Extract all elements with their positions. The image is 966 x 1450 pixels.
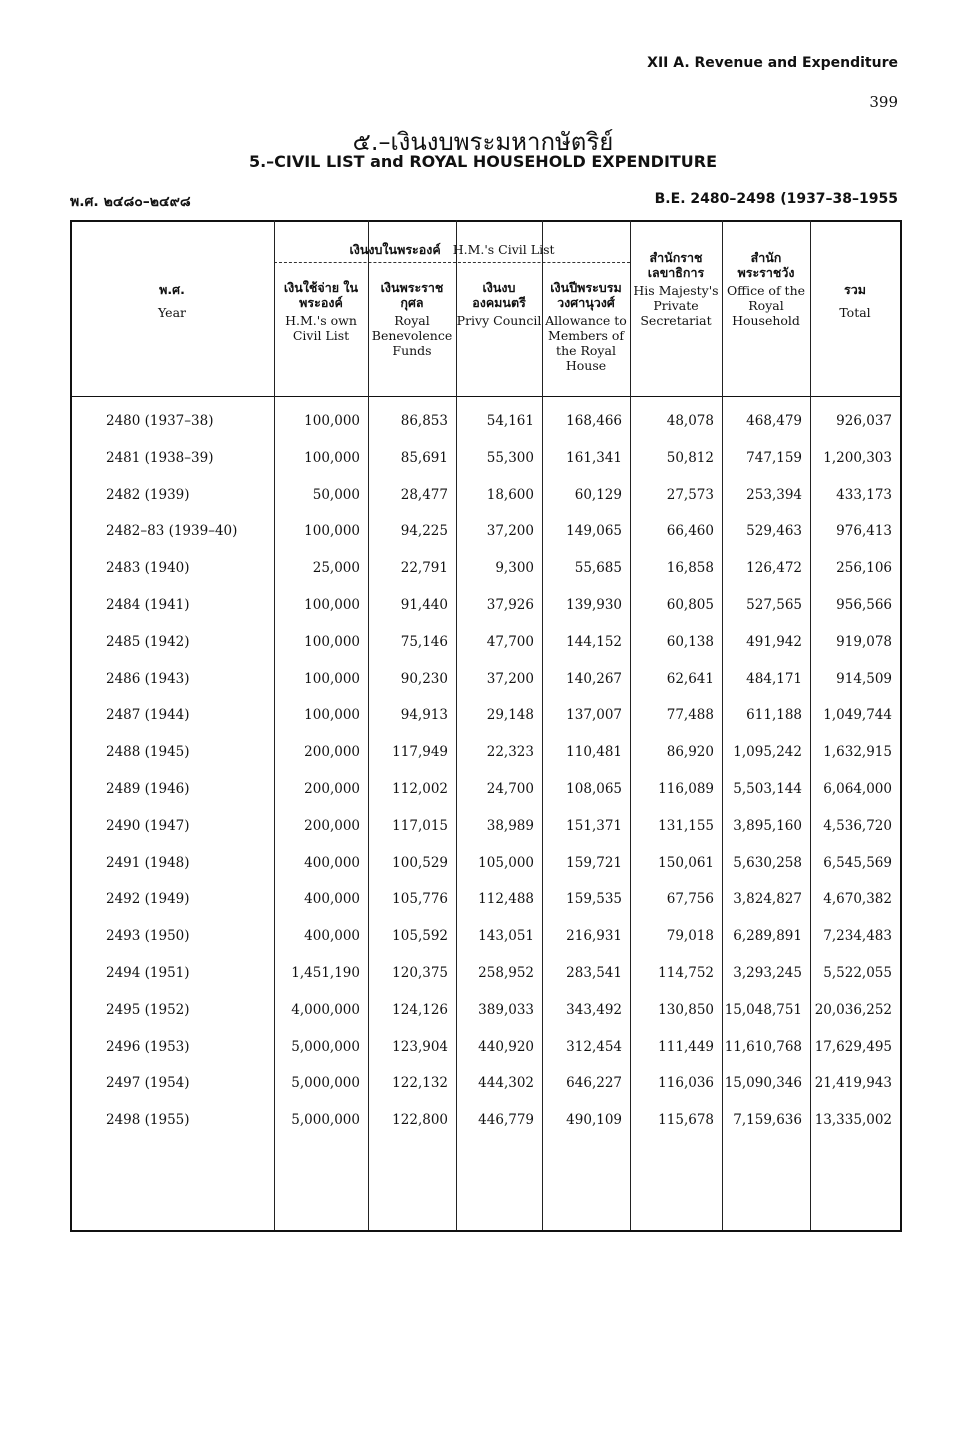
cell-privy: 54,161 <box>486 413 534 429</box>
cell-total: 956,566 <box>836 597 892 613</box>
cell-secretariat: 60,138 <box>666 633 714 650</box>
table-row <box>70 404 902 440</box>
cell-secretariat: 116,036 <box>658 1075 714 1092</box>
cell-own: 100,000 <box>304 707 360 724</box>
cell-total: 4,670,382 <box>823 891 892 908</box>
cell-own: 5,000,000 <box>291 1075 360 1092</box>
cell-secretariat: 67,756 <box>666 891 714 908</box>
cell-benevolence: 122,132 <box>392 1075 448 1092</box>
cell-secretariat: 16,858 <box>666 560 714 577</box>
cell-allowance: 151,371 <box>566 817 622 834</box>
cell-privy: 258,952 <box>478 965 534 981</box>
header-household: สำนัก พระราชวัง Office of the Royal Household <box>726 250 806 328</box>
cell-allowance: 149,065 <box>566 523 622 540</box>
cell-allowance: 168,466 <box>566 413 622 429</box>
cell-benevolence: 105,776 <box>392 891 448 908</box>
cell-household: 3,293,245 <box>733 965 802 981</box>
cell-household: 484,171 <box>746 670 802 687</box>
cell-year: 2486 (1943) <box>106 670 190 687</box>
title-english: 5.–CIVIL LIST and ROYAL HOUSEHOLD EXPENDITURE <box>248 152 718 171</box>
cell-benevolence: 94,225 <box>400 523 448 540</box>
cell-year: 2497 (1954) <box>106 1075 190 1092</box>
cell-allowance: 159,721 <box>566 854 622 871</box>
cell-privy: 24,700 <box>486 781 534 797</box>
cell-year: 2488 (1945) <box>106 744 190 761</box>
cell-secretariat: 115,678 <box>658 1112 714 1129</box>
cell-own: 1,451,190 <box>291 965 360 981</box>
table-bottom-rule <box>70 1230 902 1232</box>
cell-privy: 112,488 <box>478 891 534 908</box>
cell-benevolence: 117,015 <box>392 817 448 834</box>
cell-benevolence: 75,146 <box>400 633 448 650</box>
cell-total: 4,536,720 <box>823 817 892 834</box>
table-row <box>70 551 902 587</box>
cell-allowance: 646,227 <box>566 1075 622 1092</box>
cell-benevolence: 90,230 <box>400 670 448 687</box>
cell-total: 914,509 <box>836 670 892 687</box>
cell-privy: 38,989 <box>486 817 534 834</box>
cell-benevolence: 86,853 <box>400 413 448 429</box>
cell-household: 126,472 <box>746 560 802 577</box>
cell-allowance: 216,931 <box>566 928 622 945</box>
period-thai: พ.ศ. ๒๔๘๐–๒๔๙๘ <box>70 194 191 210</box>
table-row <box>70 993 902 1029</box>
cell-year: 2498 (1955) <box>106 1112 190 1129</box>
cell-secretariat: 50,812 <box>666 449 714 466</box>
cell-total: 13,335,002 <box>814 1112 892 1129</box>
table-row <box>70 919 902 955</box>
cell-allowance: 60,129 <box>574 486 622 503</box>
cell-privy: 18,600 <box>486 486 534 503</box>
cell-year: 2495 (1952) <box>106 1001 190 1018</box>
cell-privy: 446,779 <box>478 1112 534 1129</box>
cell-total: 6,545,569 <box>823 854 892 871</box>
cell-total: 7,234,483 <box>823 928 892 945</box>
table-row <box>70 698 902 734</box>
cell-secretariat: 48,078 <box>666 413 714 429</box>
table-row <box>70 625 902 661</box>
cell-own: 5,000,000 <box>291 1038 360 1055</box>
cell-total: 21,419,943 <box>814 1075 892 1092</box>
table-row <box>70 514 902 550</box>
cell-own: 100,000 <box>304 523 360 540</box>
cell-allowance: 108,065 <box>566 781 622 797</box>
section-heading: XII A. Revenue and Expenditure <box>647 55 898 71</box>
cell-household: 5,630,258 <box>733 854 802 871</box>
cell-total: 1,200,303 <box>823 449 892 466</box>
cell-household: 491,942 <box>746 633 802 650</box>
cell-year: 2490 (1947) <box>106 817 190 834</box>
cell-household: 7,159,636 <box>733 1112 802 1129</box>
cell-own: 50,000 <box>312 486 360 503</box>
cell-own: 200,000 <box>304 744 360 761</box>
cell-privy: 29,148 <box>486 707 534 724</box>
header-total: รวม Total <box>839 282 871 320</box>
group-header-rule <box>274 262 630 263</box>
cell-household: 611,188 <box>746 707 802 724</box>
cell-benevolence: 100,529 <box>392 854 448 871</box>
cell-allowance: 283,541 <box>566 965 622 981</box>
table-row <box>70 1066 902 1102</box>
cell-privy: 37,200 <box>486 523 534 540</box>
cell-allowance: 159,535 <box>566 891 622 908</box>
cell-allowance: 343,492 <box>566 1001 622 1018</box>
cell-household: 3,824,827 <box>733 891 802 908</box>
cell-allowance: 55,685 <box>574 560 622 577</box>
expenditure-table <box>70 220 902 1450</box>
cell-privy: 37,926 <box>486 597 534 613</box>
header-allowance: เงินปีพระบรม วงศานุวงศ์ Allowance to Members of the Royal House <box>545 280 627 373</box>
cell-secretariat: 62,641 <box>666 670 714 687</box>
cell-own: 400,000 <box>304 891 360 908</box>
cell-household: 15,090,346 <box>724 1075 802 1092</box>
cell-year: 2489 (1946) <box>106 781 190 797</box>
cell-secretariat: 79,018 <box>666 928 714 945</box>
cell-privy: 143,051 <box>478 928 534 945</box>
header-year: พ.ศ. Year <box>158 282 186 320</box>
cell-privy: 22,323 <box>486 744 534 761</box>
header-privy-council: เงินงบ องคมนตรี Privy Council <box>456 280 542 328</box>
cell-year: 2487 (1944) <box>106 707 190 724</box>
table-header-rule <box>70 396 902 397</box>
table-row <box>70 441 902 477</box>
table-row <box>70 588 902 624</box>
cell-privy: 37,200 <box>486 670 534 687</box>
table-row <box>70 478 902 514</box>
cell-allowance: 161,341 <box>566 449 622 466</box>
cell-own: 100,000 <box>304 597 360 613</box>
cell-benevolence: 112,002 <box>392 781 448 797</box>
cell-total: 17,629,495 <box>814 1038 892 1055</box>
header-own-civil-list: เงินใช้จ่าย ในพระองค์ H.M.'s own Civil List <box>283 280 359 343</box>
cell-year: 2491 (1948) <box>106 854 190 871</box>
header-secretariat: สำนักราช เลขาธิการ His Majesty's Private Secretariat <box>633 250 719 328</box>
cell-own: 100,000 <box>304 413 360 429</box>
cell-total: 5,522,055 <box>823 965 892 981</box>
cell-household: 3,895,160 <box>733 817 802 834</box>
cell-household: 5,503,144 <box>733 781 802 797</box>
cell-benevolence: 22,791 <box>400 560 448 577</box>
page-number: 399 <box>869 93 898 111</box>
cell-benevolence: 120,375 <box>392 965 448 981</box>
cell-secretariat: 66,460 <box>666 523 714 540</box>
cell-year: 2494 (1951) <box>106 965 190 981</box>
cell-year: 2482 (1939) <box>106 486 190 503</box>
title-thai: ๕.–เงินงบพระมหากษัตริย์ <box>352 128 614 156</box>
cell-own: 200,000 <box>304 817 360 834</box>
cell-total: 433,173 <box>836 486 892 503</box>
cell-own: 200,000 <box>304 781 360 797</box>
header-benevolence: เงินพระราช กุศล Royal Benevolence Funds <box>371 280 453 358</box>
table-row <box>70 882 902 918</box>
cell-benevolence: 28,477 <box>400 486 448 503</box>
cell-total: 256,106 <box>836 560 892 577</box>
cell-benevolence: 124,126 <box>392 1001 448 1018</box>
cell-year: 2481 (1938–39) <box>106 449 214 466</box>
cell-year: 2482–83 (1939–40) <box>106 523 238 540</box>
cell-own: 400,000 <box>304 928 360 945</box>
cell-own: 400,000 <box>304 854 360 871</box>
cell-household: 1,095,242 <box>733 744 802 761</box>
table-row <box>70 846 902 882</box>
cell-allowance: 137,007 <box>566 707 622 724</box>
cell-year: 2480 (1937–38) <box>106 413 214 429</box>
cell-year: 2492 (1949) <box>106 891 190 908</box>
cell-year: 2484 (1941) <box>106 597 190 613</box>
cell-household: 529,463 <box>746 523 802 540</box>
cell-secretariat: 131,155 <box>658 817 714 834</box>
cell-total: 1,632,915 <box>823 744 892 761</box>
cell-benevolence: 94,913 <box>400 707 448 724</box>
table-row <box>70 1030 902 1066</box>
cell-allowance: 144,152 <box>566 633 622 650</box>
table-row <box>70 809 902 845</box>
cell-secretariat: 77,488 <box>666 707 714 724</box>
cell-benevolence: 85,691 <box>400 449 448 466</box>
cell-household: 11,610,768 <box>724 1038 802 1055</box>
cell-household: 527,565 <box>746 597 802 613</box>
cell-household: 15,048,751 <box>724 1001 802 1018</box>
cell-benevolence: 91,440 <box>400 597 448 613</box>
cell-total: 20,036,252 <box>814 1001 892 1018</box>
cell-total: 919,078 <box>836 633 892 650</box>
cell-benevolence: 117,949 <box>392 744 448 761</box>
cell-household: 6,289,891 <box>733 928 802 945</box>
cell-privy: 105,000 <box>478 854 534 871</box>
cell-own: 100,000 <box>304 449 360 466</box>
table-top-rule <box>70 220 902 222</box>
cell-benevolence: 105,592 <box>392 928 448 945</box>
table-row <box>70 735 902 771</box>
cell-own: 100,000 <box>304 633 360 650</box>
cell-total: 926,037 <box>836 413 892 429</box>
cell-secretariat: 130,850 <box>658 1001 714 1018</box>
table-row <box>70 662 902 698</box>
cell-allowance: 490,109 <box>566 1112 622 1129</box>
cell-allowance: 312,454 <box>566 1038 622 1055</box>
cell-privy: 55,300 <box>486 449 534 466</box>
header-civil-list-group: เงินงบในพระองค์ H.M.'s Civil List <box>349 242 555 257</box>
table-row <box>70 772 902 808</box>
cell-secretariat: 27,573 <box>666 486 714 503</box>
cell-secretariat: 116,089 <box>658 781 714 797</box>
cell-secretariat: 114,752 <box>658 965 714 981</box>
cell-household: 468,479 <box>746 413 802 429</box>
cell-year: 2485 (1942) <box>106 633 190 650</box>
cell-benevolence: 122,800 <box>392 1112 448 1129</box>
cell-secretariat: 60,805 <box>666 597 714 613</box>
cell-privy: 440,920 <box>478 1038 534 1055</box>
cell-secretariat: 111,449 <box>658 1038 714 1055</box>
cell-privy: 444,302 <box>478 1075 534 1092</box>
cell-secretariat: 86,920 <box>666 744 714 761</box>
cell-household: 253,394 <box>746 486 802 503</box>
cell-household: 747,159 <box>746 449 802 466</box>
cell-secretariat: 150,061 <box>658 854 714 871</box>
cell-allowance: 110,481 <box>566 744 622 761</box>
cell-own: 5,000,000 <box>291 1112 360 1129</box>
cell-total: 6,064,000 <box>823 781 892 797</box>
cell-benevolence: 123,904 <box>392 1038 448 1055</box>
cell-privy: 47,700 <box>486 633 534 650</box>
cell-own: 100,000 <box>304 670 360 687</box>
table-row <box>70 956 902 992</box>
cell-own: 4,000,000 <box>291 1001 360 1018</box>
cell-privy: 9,300 <box>495 560 534 577</box>
cell-allowance: 139,930 <box>566 597 622 613</box>
table-row <box>70 1103 902 1139</box>
period-english: B.E. 2480–2498 (1937–38–1955 <box>654 191 898 207</box>
cell-total: 1,049,744 <box>823 707 892 724</box>
cell-year: 2493 (1950) <box>106 928 190 945</box>
cell-own: 25,000 <box>312 560 360 577</box>
cell-total: 976,413 <box>836 523 892 540</box>
cell-year: 2496 (1953) <box>106 1038 190 1055</box>
cell-year: 2483 (1940) <box>106 560 190 577</box>
cell-allowance: 140,267 <box>566 670 622 687</box>
cell-privy: 389,033 <box>478 1001 534 1018</box>
